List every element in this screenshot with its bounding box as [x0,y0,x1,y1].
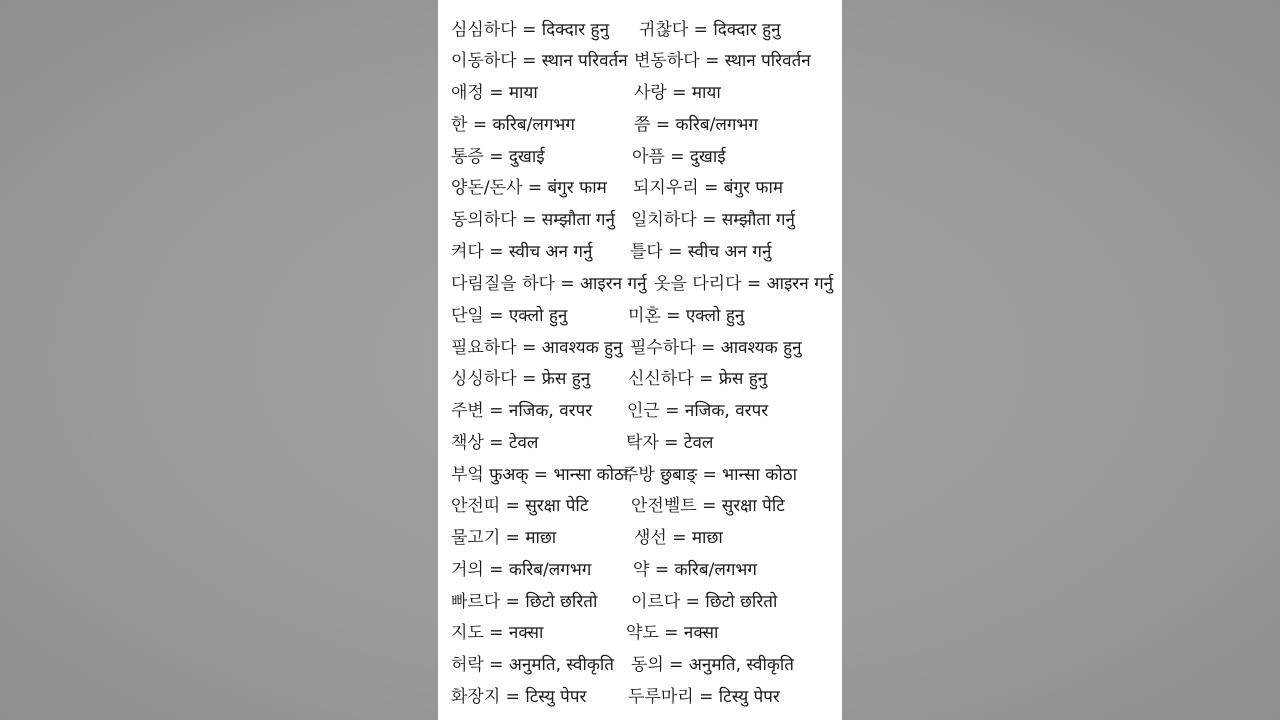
vocab-right: 생선 = माछा [634,528,723,548]
vocab-right: 사랑 = माया [634,83,721,103]
vocab-right: 약 = करिब/लगभग [633,560,757,580]
vocab-right: 두루마리 = टिस्यु पेपर [628,687,780,707]
vocab-row [451,205,841,236]
vocab-row [451,396,841,427]
vocab-row [451,491,841,522]
vocab-left: 통증 = दुखाई [451,147,545,167]
vocab-right: 필수하다 = आवश्यक हुनु [630,338,802,358]
vocab-right: 이르다 = छिटो छरितो [631,592,778,612]
vocab-row [451,364,841,395]
vocab-left: 심심하다 = दिक्दार हुनु [451,20,610,40]
vocab-right: 안전벨트 = सुरक्षा पेटि [631,496,785,516]
vocab-left: 한 = करिब/लगभग [451,115,575,135]
vocab-right: 일치하다 = सम्झौता गर्नु [631,210,795,230]
vocab-right: 약도 = नक्सा [626,623,719,643]
vocab-right: 인근 = नजिक, वरपर [627,401,769,421]
vocab-right: 미혼 = एक्लो हुनु [628,306,745,326]
vocab-left: 지도 = नक्सा [451,623,544,643]
vocab-row [451,237,841,268]
vocab-left: 양돈/돈사 = बंगुर फाम [451,178,607,198]
vocab-right: 쯤 = करिब/लगभग [634,115,758,135]
vocab-left: 싱싱하다 = फ्रेस हुनु [451,369,591,389]
vocab-row [451,428,841,459]
vocab-left: 켜다 = स्वीच अन गर्नु [451,242,593,262]
vocab-left: 단일 = एक्लो हुनु [451,306,568,326]
vocab-row [451,269,841,300]
vocab-row [451,46,841,77]
vocab-right: 탁자 = टेवल [626,433,714,453]
vocab-row [451,618,841,649]
vocab-right: 동의 = अनुमति, स्वीकृति [631,655,795,675]
vocab-row [451,682,841,713]
vocab-left: 주변 = नजिक, वरपर [451,401,593,421]
vocab-row [451,142,841,173]
vocab-left: 다림질을 하다 = आइरन गर्नु [451,274,647,294]
vocab-row [451,301,841,332]
vocab-right: 변동하다 = स्थान परिवर्तन [634,51,811,71]
vocab-left: 안전띠 = सुरक्षा पेटि [451,496,589,516]
vocab-left: 부엌 फुअक् = भान्सा कोठा [451,465,629,485]
vocab-right: 귀찮다 = दिक्दार हुनु [639,20,781,40]
vocab-left: 거의 = करिब/लगभग [451,560,592,580]
vocab-right: 틀다 = स्वीच अन गर्नु [630,242,772,262]
vocab-left: 책상 = टेवल [451,433,539,453]
vocab-row [451,587,841,618]
vocab-left: 동의하다 = सम्झौता गर्नु [451,210,615,230]
vocab-right: 되지우리 = बंगुर फाम [633,178,784,198]
vocab-row [451,650,841,681]
vocab-row [451,110,841,141]
vocab-row [451,460,841,491]
vocab-row [451,523,841,554]
vocab-row [451,15,841,46]
vocab-row [451,555,841,586]
vocab-row [451,333,841,364]
vocab-row [451,78,841,109]
vocab-right: 옷을 다리다 = आइरन गर्नु [654,274,834,294]
vocab-left: 화장지 = टिस्यु पेपर [451,687,587,707]
vocabulary-sheet [438,0,842,720]
vocab-left: 허락 = अनुमति, स्वीकृति [451,655,615,675]
vocab-left: 애정 = माया [451,83,538,103]
vocab-right: 아픔 = दुखाई [632,147,726,167]
vocab-right: 신신하다 = फ्रेस हुनु [628,369,768,389]
vocab-left: 필요하다 = आवश्यक हुनु [451,338,623,358]
vocab-left: 빠르다 = छिटो छरितो [451,592,598,612]
vocab-left: 물고기 = माछा [451,528,557,548]
vocab-left: 이동하다 = स्थान परिवर्तन [451,51,628,71]
vocab-right: 주방 छुबाङ् = भान्सा कोठा [622,465,798,485]
vocab-row [451,173,841,204]
